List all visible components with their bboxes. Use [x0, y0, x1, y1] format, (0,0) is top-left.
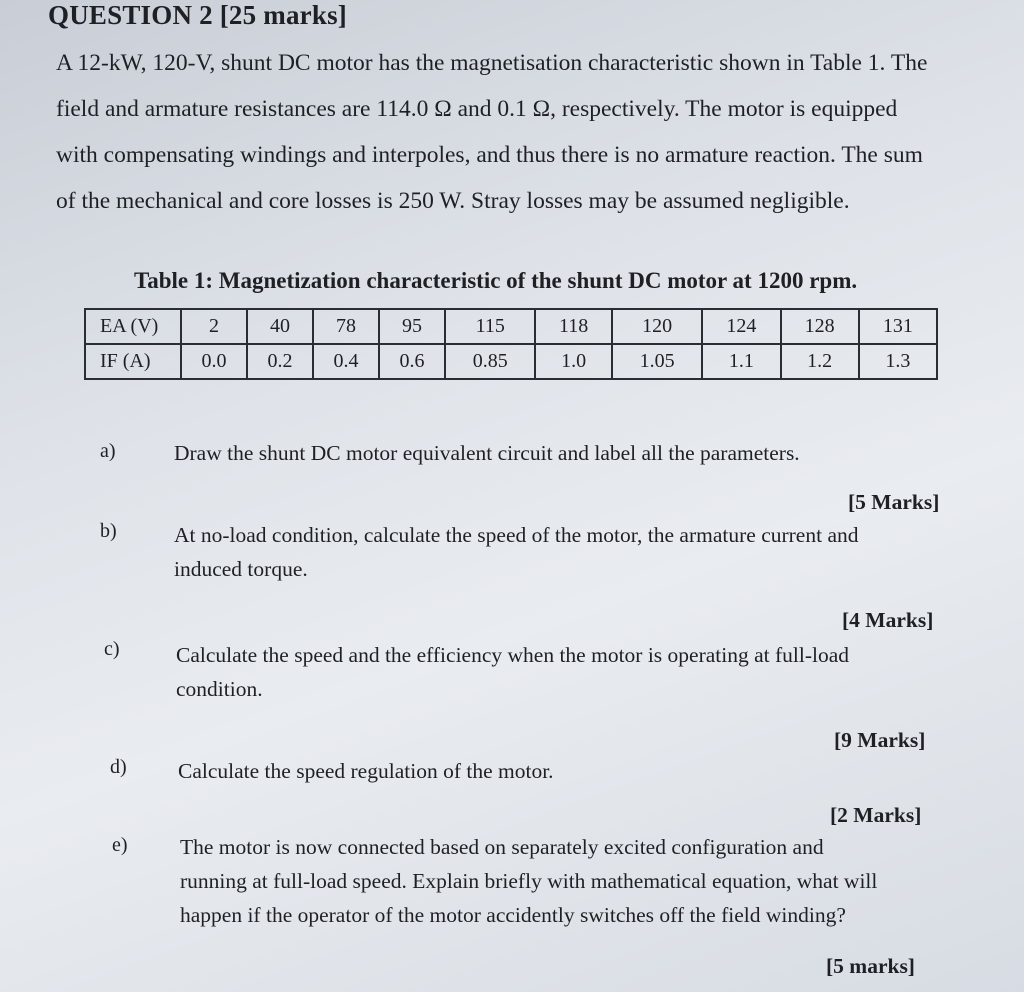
table-cell: 1.3	[859, 344, 937, 379]
part-e-label: e)	[112, 834, 128, 856]
table-cell: 1.1	[702, 344, 780, 379]
part-line: At no-load condition, calculate the speed of the motor, the armature current and	[174, 523, 859, 547]
table-cell: 115	[445, 309, 535, 344]
part-line: happen if the operator of the motor accidently switches off the field winding?	[180, 903, 846, 927]
part-d-label: d)	[110, 756, 127, 778]
part-c-marks: [9 Marks]	[834, 728, 926, 752]
table-cell: 1.05	[612, 344, 702, 379]
table-cell: 1.0	[535, 344, 611, 379]
part-b-label: b)	[100, 520, 117, 542]
part-c-text	[176, 638, 946, 706]
part-line: induced torque.	[174, 557, 308, 581]
part-e-marks: [5 marks]	[826, 954, 915, 978]
table-cell: 0.85	[445, 344, 535, 379]
table-row	[85, 344, 937, 379]
part-a-text	[174, 436, 944, 470]
table-cell: 118	[535, 309, 611, 344]
table-cell: 2	[181, 309, 247, 344]
part-c-label: c)	[104, 638, 120, 660]
part-line: condition.	[176, 677, 263, 701]
table-cell: 0.6	[379, 344, 445, 379]
intro-line: A 12-kW, 120-V, shunt DC motor has the magnetisation characteristic shown in Table 1. The	[56, 50, 928, 76]
table-cell: 78	[313, 309, 379, 344]
question-title: QUESTION 2 [25 marks]	[48, 0, 347, 30]
part-line: Calculate the speed regulation of the motor.	[178, 759, 554, 783]
intro-line: of the mechanical and core losses is 250 W. Stray losses may be assumed negligible.	[56, 188, 850, 214]
table-cell: 1.2	[781, 344, 859, 379]
part-a-marks: [5 Marks]	[848, 490, 940, 514]
table-row	[85, 309, 937, 344]
table-row-header: IF (A)	[85, 344, 181, 379]
table-cell: 0.2	[247, 344, 313, 379]
part-b-text	[174, 518, 944, 586]
part-b-marks: [4 Marks]	[842, 608, 934, 632]
table-cell: 0.0	[181, 344, 247, 379]
part-line: running at full-load speed. Explain briefly with mathematical equation, what will	[180, 869, 878, 893]
part-line: Draw the shunt DC motor equivalent circuit and label all the parameters.	[174, 441, 800, 465]
part-a-label: a)	[100, 440, 116, 462]
table-row-header: EA (V)	[85, 309, 181, 344]
table-cell: 128	[781, 309, 859, 344]
part-line: Calculate the speed and the efficiency when the motor is operating at full-load	[176, 643, 850, 667]
table-cell: 0.4	[313, 344, 379, 379]
part-d-marks: [2 Marks]	[830, 803, 922, 827]
part-e-text	[180, 830, 925, 932]
part-d-text	[178, 754, 948, 788]
question-intro	[56, 40, 986, 224]
table-cell: 131	[859, 309, 937, 344]
table-cell: 95	[379, 309, 445, 344]
table-caption: Table 1: Magnetization characteristic of the shunt DC motor at 1200 rpm.	[134, 268, 858, 293]
table-cell: 124	[702, 309, 780, 344]
intro-line: with compensating windings and interpoles, and thus there is no armature reaction. The sum	[56, 142, 923, 168]
table-cell: 120	[612, 309, 702, 344]
intro-line: field and armature resistances are 114.0 Ω and 0.1 Ω, respectively. The motor is equipped	[56, 96, 898, 122]
magnetization-table	[84, 308, 938, 380]
table-cell: 40	[247, 309, 313, 344]
part-line: The motor is now connected based on separately excited configuration and	[180, 835, 824, 859]
